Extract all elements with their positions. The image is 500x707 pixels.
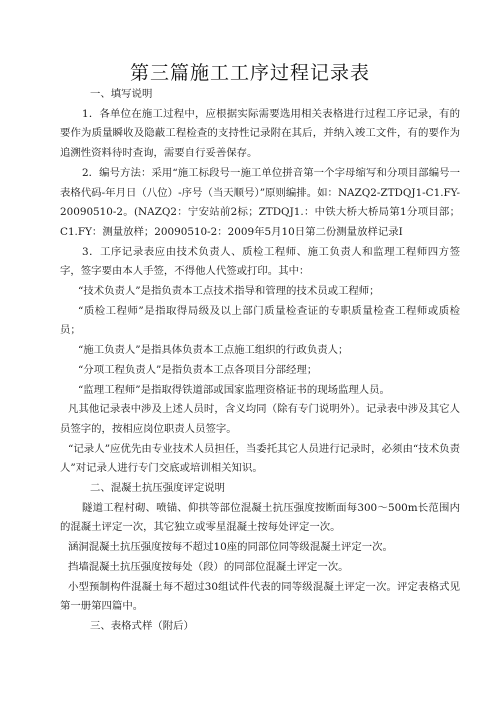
page-title: 第三篇施工工序过程记录表 <box>129 62 370 84</box>
paragraph-2-numbering: 2．编号方法：采用“施工标段号一施工单位拼音第一个字母缩写和分项目部编号一表格代码-年月日（八位）-序号（当天顺号）”原则编排。如：NAZQ2-ZTDQJ1-C1.FY-20090510-2。(NAZQ2：宁安站前2标；ZTDQJ1.：中铁大桥大桥局第1分项目部；C1.FY：测量放样；20090510-2：2009年5月10日第二份测量放样记录I <box>60 166 460 238</box>
paragraph-tunnel-concrete: 隧道工程村砌、喷锚、仰拱等部位混凝土抗压强度按断面每300～500m长范围内的混凝土评定一次，其它独立或零星混凝土按每处评定一次。 <box>60 501 460 534</box>
definition-technical-lead: “技术负责人”是指负责本工点技术指导和管理的技术员或工程师； <box>78 285 380 298</box>
paragraph-culvert-concrete: 涵洞混凝土抗压强度按每不超过10座的同部位同等级混凝土评定一次。 <box>68 541 393 554</box>
section-heading-instructions: 一、填写说明 <box>90 88 153 100</box>
paragraph-1: 1．各单位在施工过程中，应根据实际需要选用相关表格进行过程工序记录，有的要作为质量瞬收及隐蔽工程检查的支持性记录附在其后，并纳入竣工文件，有的要作为追溯性资料待时查询，需要自行妥善保存。 <box>60 107 460 160</box>
paragraph-retaining-wall: 挡墙混凝土抗压强度按每处（段）的同部位混凝土评定一次。 <box>68 560 349 573</box>
section-heading-forms: 三、表格式样（附后） <box>90 619 194 632</box>
paragraph-3-signatures: 3．工序记录表应由技术负责人、质检工程师、施工负责人和监理工程师四方签字，签字要由本人手签，不得他人代签或打印。其中： <box>60 245 460 278</box>
paragraph-other-personnel: 凡其他记录表中涉及上述人员时，含义均同（除有专门说明外）。记录表中涉及其它人员签字的，按相应岗位职责人员签字。 <box>60 403 460 435</box>
definition-construction-lead: “施工负责人”是指具体负责本工点施工组织的行政负责人； <box>78 344 349 357</box>
paragraph-precast: 小型预制构件混凝土每不超过30组试件代表的同等级混凝土评定一次。评定表格式见第一册第四篇中。 <box>60 580 460 613</box>
document-body <box>60 85 460 637</box>
definition-subproject-lead: “分项工程负责人”是指负责本工点各项目分部经理； <box>78 363 318 376</box>
definition-quality-engineer: “质检工程师”是指取得局级及以上部门质量检查证的专职质量检查工程师或质检员； <box>60 304 460 337</box>
paragraph-recorder: “记录人”应优先由专业技术人员担任，当委托其它人员进行记录时，必须由“技术负责人”对记录人进行专门交底或培训相关知识。 <box>60 442 460 475</box>
definition-supervisor: “监理工程师”是指取得铁道部或国家监理资格证书的现场监理人员。 <box>78 383 390 396</box>
section-heading-concrete: 二、混凝土抗压强度评定说明 <box>90 482 226 495</box>
